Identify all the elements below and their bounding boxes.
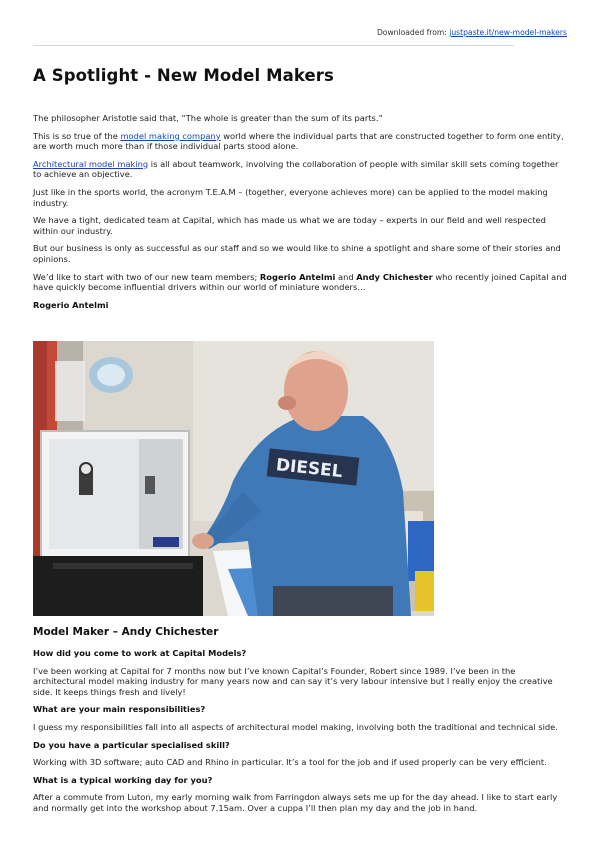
page-title: A Spotlight - New Model Makers — [33, 66, 334, 85]
name-andy: Andy Chichester — [356, 271, 433, 282]
question-3: Do you have a particular specialised skill? — [33, 739, 230, 750]
question-4: What is a typical working day for you? — [33, 774, 213, 785]
text-run: world where the individual parts that are constructed together to form one entity, are worth much more than if those individual parts stood alone. — [33, 130, 564, 152]
text-run: This is so true of the — [33, 130, 121, 141]
section-heading-andy: Model Maker – Andy Chichester — [33, 626, 219, 638]
text-run: We’d like to start with two of our new team members; — [33, 271, 260, 282]
answer-4: After a commute from Luton, my early morning walk from Farringdon always sets me up for the day ahead. I like to start early and normally get into the workshop about 7.15am. Over a cuppa I’ll then plan my day and the job in hand. — [33, 792, 558, 813]
article-intro — [33, 113, 568, 318]
question-1: How did you come to work at Capital Models? — [33, 648, 247, 658]
question-2: What are your main responsibilities? — [33, 704, 206, 715]
header-divider — [33, 45, 514, 46]
interview-qa — [33, 648, 568, 821]
source-link[interactable]: justpaste.it/new-model-makers — [449, 28, 567, 37]
intro-paragraph-7 — [33, 272, 568, 293]
intro-paragraph-2 — [33, 131, 568, 152]
answer-3: Working with 3D software; auto CAD and Rhino in particular. It’s a tool for the job and if used properly can be very efficient. — [33, 757, 547, 768]
intro-paragraph-5: We have a tight, dedicated team at Capital, which has made us what we are today – experts in our field and well respected within our industry. — [33, 215, 546, 236]
intro-paragraph-1: The philosopher Aristotle said that, “The whole is greater than the sum of its parts.” — [33, 113, 383, 123]
model-making-company-link[interactable]: model making company — [120, 130, 221, 141]
text-run: who recently joined Capital and have quickly become influential drivers within our world of miniature wonders… — [33, 271, 567, 293]
photo-illustration — [33, 341, 434, 616]
answer-2: I guess my responsibilities fall into all aspects of architectural model making, involving both the traditional and technical side. — [33, 721, 558, 732]
architectural-model-making-link[interactable]: Architectural model making — [33, 158, 149, 169]
text-run: is all about teamwork, involving the collaboration of people with similar skill sets coming together to achieve an objective. — [33, 158, 559, 180]
intro-paragraph-6: But our business is only as successful as our staff and so we would like to shine a spotlight and share some of their stories and opinions. — [33, 243, 561, 264]
intro-paragraph-3 — [33, 159, 568, 180]
subheading-rogerio: Rogerio Antelmi — [33, 299, 109, 310]
source-line — [377, 28, 567, 37]
answer-1: I’ve been working at Capital for 7 months now but I’ve known Capital’s Founder, Robert since 1989. I’ve been in the architectural model making industry for many years now and can say it’s very labour intensive but I really enjoy the creative side. It keeps things fresh and lively! — [33, 665, 553, 697]
workshop-photo — [33, 341, 434, 616]
text-run: and — [335, 271, 357, 282]
name-rogerio: Rogerio Antelmi — [259, 271, 336, 282]
sweater-logo-text: DIESEL — [274, 455, 344, 483]
intro-paragraph-4: Just like in the sports world, the acronym T.E.A.M – (together, everyone achieves more) can be applied to the model making industry. — [33, 186, 548, 208]
source-prefix: Downloaded from: — [376, 28, 450, 37]
